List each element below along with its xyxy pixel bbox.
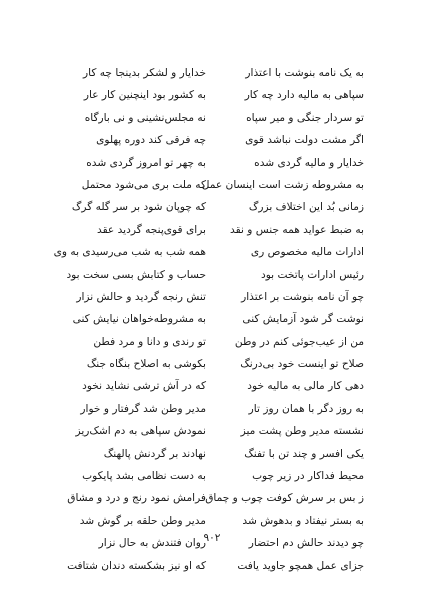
verse-line [60, 555, 364, 577]
hemistich-right: به ضبط عواید همه جنس و نقد [230, 223, 364, 236]
hemistich-right: من از عیب‌جوئی کنم در وطن [234, 335, 364, 348]
hemistich-left: فرامش نمود رنج و درد و مشاق [67, 492, 206, 505]
verse-line [60, 62, 364, 84]
hemistich-right: خدایار و مالیه گردی شده [254, 156, 364, 169]
hemistich-right: تو سردار جنگی و میر سپاه [246, 111, 364, 124]
hemistich-right: چو آن نامه بنوشت بر اعتذار [241, 290, 364, 303]
hemistich-left: به کشور بود اینچنین کار عار [83, 89, 206, 102]
verse-line [60, 487, 364, 509]
hemistich-left: تو رندی و دانا و مرد فطن [93, 335, 206, 348]
hemistich-left: حساب و کتابش بسی سخت بود [66, 268, 206, 281]
verse-line [60, 196, 364, 218]
verse-line [60, 510, 364, 532]
verse-line [53, 241, 364, 263]
verse-line [60, 219, 364, 241]
hemistich-left: بکوشی به اصلاح بنگاه جنگ [86, 358, 206, 371]
hemistich-right: به بستر نیفتاد و بدهوش شد [242, 514, 364, 527]
hemistich-right: ادارات مالیه مخصوص ری [250, 246, 364, 259]
hemistich-right: سپاهی به مالیه دارد چه کار [244, 89, 364, 102]
hemistich-left: به چهر تو امروز گردی شده [86, 156, 206, 169]
verse-line [60, 331, 364, 353]
verse-line [60, 443, 364, 465]
hemistich-left: که چوپان شود بر سر گله گرگ [71, 201, 206, 214]
hemistich-right: به روز دگر با همان روز تار [248, 402, 364, 415]
hemistich-left: همه شب به شب می‌رسیدی به وی [53, 246, 206, 259]
hemistich-right: جزای عمل همچو جاوید یافت [237, 559, 364, 572]
hemistich-left: نهادند بر گردنش پالهنگ [103, 447, 206, 460]
hemistich-right: نشسته مدیر وطن پشت میز [240, 425, 364, 438]
hemistich-left: نمودش سپاهی به دم اشک‌ریز [75, 425, 206, 438]
hemistich-right: دهی کار مالی به مالیه خود [247, 380, 364, 393]
verse-line [60, 308, 364, 330]
hemistich-right: به مشروطه زشت است اینسان عمل [201, 178, 364, 191]
hemistich-right: صلاح تو اینست خود بی‌درنگ [240, 358, 364, 371]
hemistich-right: چو دیدند حالش دم احتضار [248, 537, 364, 550]
page-number: ۹۰۲ [203, 532, 221, 544]
hemistich-left: تنش رنجه گردید و حالش نزار [76, 290, 206, 303]
hemistich-left: که در آش ترشی نشاید نخود [82, 380, 206, 393]
verse-line [60, 107, 364, 129]
hemistich-right: به یک نامه بنوشت با اعتذار [245, 67, 364, 79]
hemistich-right: رئیس ادارات پاتخت بود [260, 268, 364, 281]
hemistich-left: مدیر وطن شد گرفتار و خوار [80, 402, 206, 415]
hemistich-right: یکی افسر و چند تن با تفنگ [244, 447, 364, 460]
hemistich-left: چه فرقی کند دوره پهلوی [96, 134, 206, 147]
verse-line [60, 264, 364, 286]
hemistich-left: به مشروطه‌خواهان نیایش کنی [72, 313, 206, 326]
verse-line [60, 174, 364, 196]
hemistich-right: محیط فداکار در زیر چوب [252, 470, 364, 483]
verse-line [60, 353, 364, 375]
hemistich-right: ز بس بر سرش کوفت چوب و چماق [205, 492, 364, 505]
verse-line [60, 129, 364, 151]
hemistich-right: زمانی بُد این اختلاف بزرگ [248, 201, 364, 214]
hemistich-right: نوشت گر شود آزمایش کنی [242, 313, 364, 326]
verse-line [60, 152, 364, 174]
hemistich-right: اگر مشت دولت نباشد قوی [245, 134, 364, 147]
verse-line [60, 465, 364, 487]
verse-line [60, 375, 364, 397]
hemistich-left: مدیر وطن حلقه بر گوش شد [79, 514, 206, 527]
verse-line [60, 420, 364, 442]
verse-line [60, 398, 364, 420]
verse-line [60, 84, 364, 106]
verse-line [60, 286, 364, 308]
hemistich-left: برای قوی‌پنجه گردید عقد [97, 223, 206, 236]
hemistich-left: که او نیز بشکسته دندان شتافت [67, 559, 206, 572]
poem-body [53, 62, 364, 577]
hemistich-left: خدایار و لشکر بدینجا چه کار [82, 67, 206, 79]
hemistich-left: نه مجلس‌نشینی و نی بارگاه [84, 111, 206, 124]
hemistich-left: روان فتندش به حال نزار [98, 537, 206, 550]
hemistich-left: به دست نظامی بشد پایکوب [82, 470, 206, 483]
hemistich-left: که ملت بری می‌شود محتمل [81, 178, 206, 191]
